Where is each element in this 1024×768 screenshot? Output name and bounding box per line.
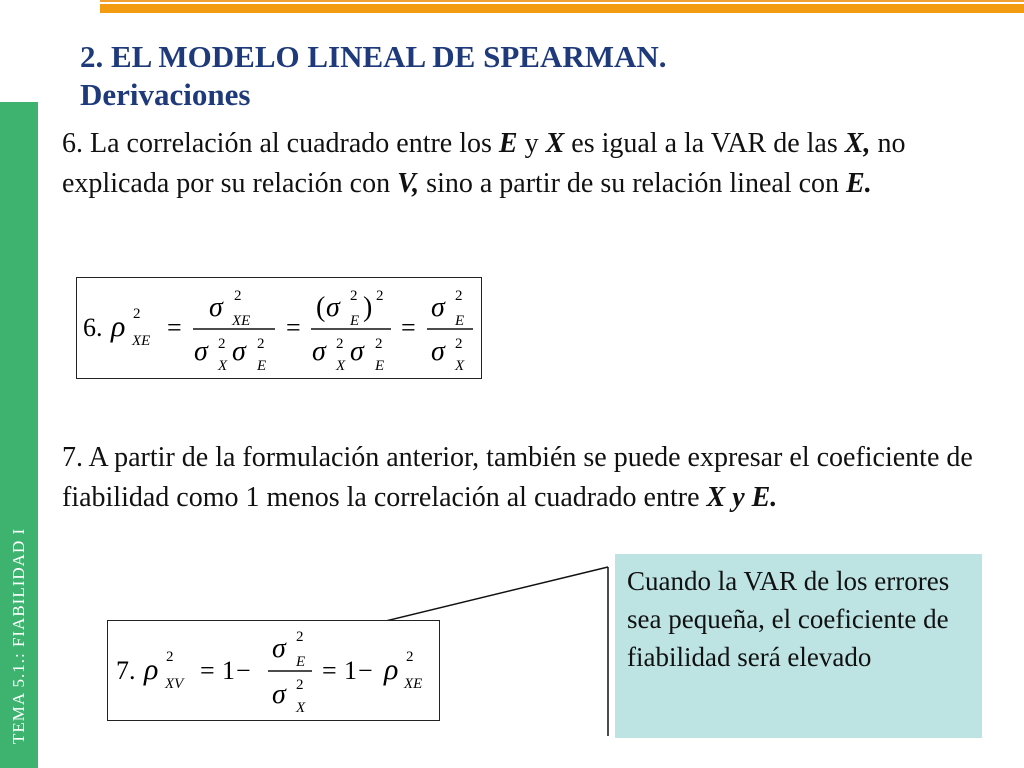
exponent: 2 (350, 288, 358, 304)
subscript: XE (404, 676, 423, 692)
equals-sign: = (200, 656, 215, 685)
one-digit: 1 (222, 656, 235, 685)
exponent: 2 (166, 649, 174, 665)
equals-sign: = (401, 313, 416, 342)
rho-symbol: ρ (144, 653, 159, 686)
callout-text: Cuando la VAR de los errores sea pequeña, el coeficiente de fiabilidad será elevado (627, 566, 950, 672)
subscript: X (296, 700, 306, 716)
exponent: 2 (336, 336, 344, 352)
rho-symbol: ρ (111, 310, 126, 343)
right-paren: ) (363, 292, 373, 323)
text-run: 6. La correlación al cuadrado entre los (62, 128, 499, 159)
subscript: XE (232, 313, 251, 329)
text-run: 7. A partir de la formulación anterior, también se puede expresar el coeficiente de fiabilidad como 1 menos la correlación al cuadrado entre (62, 442, 973, 513)
exponent: 2 (406, 649, 414, 665)
exponent: 2 (376, 288, 384, 304)
subscript: X (455, 358, 465, 374)
equals-sign: = (167, 313, 182, 342)
equals-sign: = (286, 313, 301, 342)
subscript: E (296, 654, 306, 670)
title-line-1: 2. EL MODELO LINEAL DE SPEARMAN. (80, 39, 667, 74)
exponent: 2 (218, 336, 226, 352)
sigma-symbol: σ (431, 336, 445, 367)
left-paren: ( (316, 292, 326, 323)
sigma-symbol: σ (326, 292, 340, 323)
subscript: XV (165, 676, 184, 692)
sigma-symbol: σ (312, 336, 326, 367)
sigma-symbol: σ (272, 633, 286, 664)
exponent: 2 (296, 629, 304, 645)
sigma-symbol: σ (209, 292, 223, 323)
formula-number: 7. (116, 656, 136, 685)
subscript: E (455, 313, 465, 329)
sigma-symbol: σ (431, 292, 445, 323)
subscript: X (336, 358, 346, 374)
callout-note (615, 554, 982, 738)
title-line-2: Derivaciones (80, 77, 251, 112)
formula-7-box (107, 620, 440, 721)
text-run: no explicada por su relación con (62, 128, 906, 199)
bold-run: V, (397, 168, 420, 199)
exponent: 2 (375, 336, 383, 352)
text-run: y (517, 128, 546, 159)
minus-sign: − (236, 656, 251, 685)
sigma-symbol: σ (194, 336, 208, 367)
exponent: 2 (133, 306, 141, 322)
one-digit: 1 (344, 656, 357, 685)
exponent: 2 (257, 336, 265, 352)
bold-run: X (545, 128, 565, 159)
sigma-symbol: σ (272, 679, 286, 710)
bold-run: X, (844, 128, 871, 159)
subscript: XE (132, 333, 151, 349)
equals-sign: = (322, 656, 337, 685)
exponent: 2 (296, 677, 304, 693)
bold-run: E. (846, 168, 872, 199)
exponent: 2 (455, 336, 463, 352)
exponent: 2 (234, 288, 242, 304)
formula-number: 6. (83, 313, 103, 342)
rho-symbol: ρ (384, 653, 399, 686)
subscript: E (375, 358, 385, 374)
bold-run: X y E. (706, 482, 778, 513)
text-run: sino a partir de su relación lineal con (419, 168, 847, 199)
sigma-symbol: σ (232, 336, 246, 367)
side-label: TEMA 5.1.: FIABILIDAD I (9, 527, 28, 744)
bold-run: E (498, 128, 518, 159)
sigma-symbol: σ (350, 336, 364, 367)
subscript: E (257, 358, 267, 374)
exponent: 2 (455, 288, 463, 304)
subscript: X (218, 358, 228, 374)
subscript: E (350, 313, 360, 329)
text-run: es igual a la VAR de las (564, 128, 845, 159)
formula-7 (108, 621, 439, 720)
minus-sign: − (358, 656, 373, 685)
